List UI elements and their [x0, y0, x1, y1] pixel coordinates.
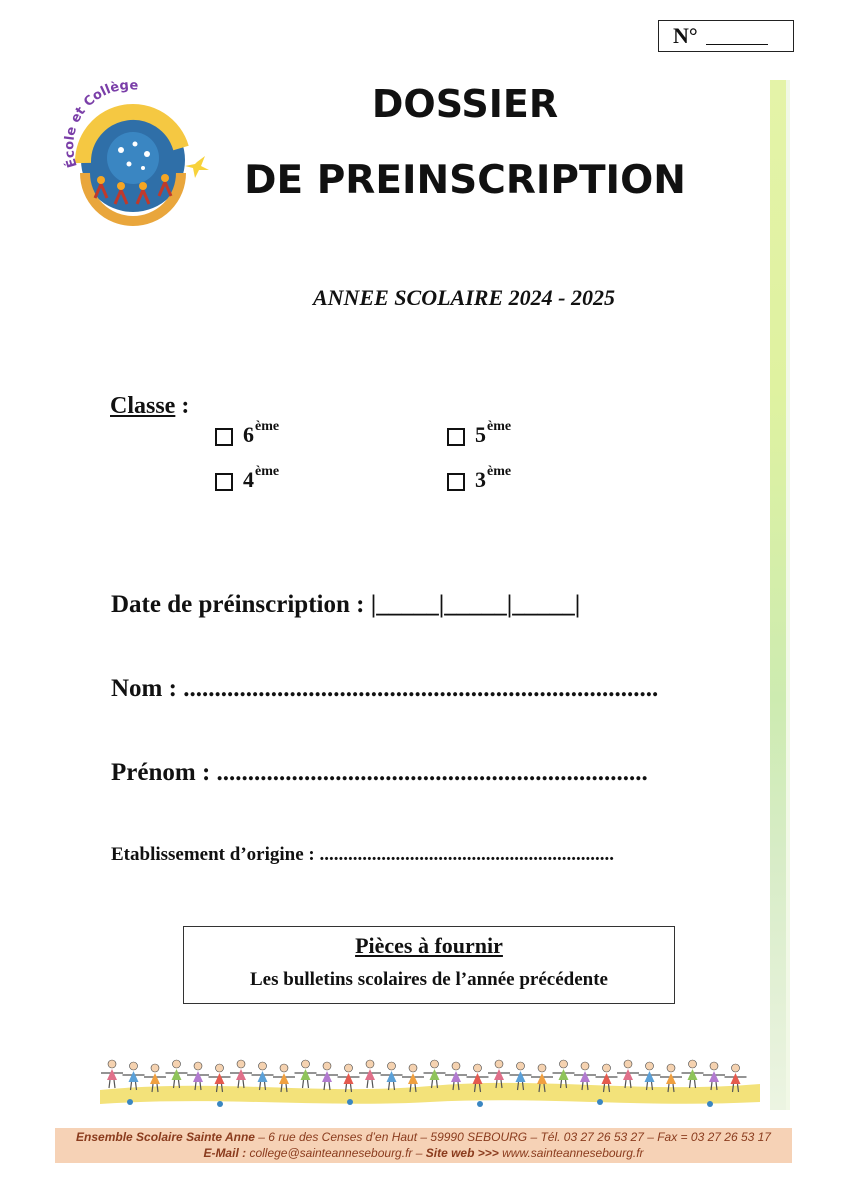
footer-email[interactable]: college@sainteannesebourg.fr –: [246, 1146, 426, 1160]
children-illustration: [100, 1050, 760, 1110]
file-number-blank: [706, 28, 768, 45]
child-body: [129, 1071, 139, 1082]
child-body: [279, 1073, 289, 1084]
child-body: [430, 1069, 440, 1080]
checkbox-4eme[interactable]: [215, 473, 233, 491]
ground-band: [100, 1083, 760, 1104]
child-body: [559, 1069, 569, 1080]
child-legs: [109, 1080, 115, 1088]
checkbox-3eme[interactable]: [447, 473, 465, 491]
child-body: [731, 1073, 741, 1084]
classe-option-6[interactable]: [215, 419, 280, 448]
footer-email-label: E-Mail :: [203, 1146, 247, 1160]
classe-option-5-num: 5: [475, 422, 486, 447]
child-body: [537, 1073, 547, 1084]
classe-label: Classe: [110, 393, 176, 419]
child-head: [560, 1060, 568, 1068]
child-body: [215, 1073, 225, 1084]
child-head: [388, 1062, 396, 1070]
nom-field[interactable]: [111, 675, 658, 703]
footer-site[interactable]: www.sainteannesebourg.fr: [498, 1146, 644, 1160]
child-body: [301, 1069, 311, 1080]
classe-option-3-sup: ème: [487, 464, 512, 479]
nom-label: Nom :: [111, 675, 177, 702]
children-illustration-graphic: [100, 1050, 760, 1110]
child-head: [689, 1060, 697, 1068]
school-logo-graphic: [55, 78, 215, 228]
child-head: [495, 1060, 503, 1068]
child-head: [259, 1062, 267, 1070]
side-decoration-bar-edge: [786, 80, 790, 1110]
child-body: [623, 1069, 633, 1080]
etablissement-label: Etablissement d’origine :: [111, 844, 315, 865]
child-head: [173, 1060, 181, 1068]
child-body: [516, 1071, 526, 1082]
file-number-label: N°: [673, 23, 698, 48]
child-body: [322, 1071, 332, 1082]
footer-line-1: [55, 1129, 792, 1145]
date-input-template[interactable]: |_____|_____|_____|: [370, 591, 581, 618]
prenom-field[interactable]: [111, 759, 648, 787]
child-head: [538, 1064, 546, 1072]
child-body: [193, 1071, 203, 1082]
prenom-label: Prénom :: [111, 759, 211, 786]
child-head: [603, 1064, 611, 1072]
child-head: [194, 1062, 202, 1070]
child-head: [452, 1062, 460, 1070]
child-body: [344, 1073, 354, 1084]
child-head: [151, 1064, 159, 1072]
logo-star: [185, 156, 209, 178]
etablissement-field[interactable]: [111, 844, 614, 866]
school-logo: [55, 78, 215, 228]
child-legs: [324, 1082, 330, 1090]
footer-address: – 6 rue des Censes d’en Haut – 59990 SEBOURG – Tél. 03 27 26 53 27 – Fax = 03 27 26 53 17: [254, 1130, 771, 1144]
child-head: [280, 1064, 288, 1072]
child-head: [345, 1064, 353, 1072]
page-title-line-1: DOSSIER: [371, 82, 559, 126]
child-legs: [367, 1080, 373, 1088]
school-year: ANNEE SCOLAIRE 2024 - 2025: [313, 285, 615, 310]
child-head: [710, 1062, 718, 1070]
checkbox-5eme[interactable]: [447, 428, 465, 446]
child-body: [473, 1073, 483, 1084]
child-body: [494, 1069, 504, 1080]
classe-heading: [110, 393, 189, 420]
documents-required-text: Les bulletins scolaires de l’année précédente: [250, 969, 608, 990]
child-body: [645, 1071, 655, 1082]
child-legs: [303, 1080, 309, 1088]
child-head: [517, 1062, 525, 1070]
checkbox-6eme[interactable]: [215, 428, 233, 446]
child-head: [624, 1060, 632, 1068]
classe-option-4-num: 4: [243, 467, 254, 492]
child-head: [667, 1064, 675, 1072]
classe-option-3-num: 3: [475, 467, 486, 492]
child-head: [302, 1060, 310, 1068]
child-head: [646, 1062, 654, 1070]
child-body: [172, 1069, 182, 1080]
classe-option-6-num: 6: [243, 422, 254, 447]
classe-option-3[interactable]: [447, 464, 512, 493]
child-body: [451, 1071, 461, 1082]
classe-colon: :: [175, 393, 190, 419]
classe-option-4-sup: ème: [255, 464, 280, 479]
child-body: [709, 1071, 719, 1082]
classe-option-5[interactable]: [447, 419, 512, 448]
child-body: [107, 1069, 117, 1080]
child-body: [408, 1073, 418, 1084]
footer-school-name: Ensemble Scolaire Sainte Anne: [76, 1130, 255, 1144]
file-number-box: [658, 20, 794, 52]
child-head: [130, 1062, 138, 1070]
child-head: [108, 1060, 116, 1068]
child-head: [216, 1064, 224, 1072]
child-body: [387, 1071, 397, 1082]
child-body: [365, 1069, 375, 1080]
classe-option-6-sup: ème: [255, 419, 280, 434]
footer-site-label: Site web >>>: [425, 1146, 499, 1160]
child-body: [150, 1073, 160, 1084]
logo-inner-disc: [107, 132, 159, 184]
child-head: [323, 1062, 331, 1070]
classe-option-5-sup: ème: [487, 419, 512, 434]
child-body: [688, 1069, 698, 1080]
side-decoration-bar: [770, 80, 786, 1110]
child-head: [581, 1062, 589, 1070]
child-body: [236, 1069, 246, 1080]
documents-required-heading: Pièces à fournir: [355, 933, 503, 958]
child-head: [732, 1064, 740, 1072]
child-head: [237, 1060, 245, 1068]
child-head: [409, 1064, 417, 1072]
child-body: [258, 1071, 268, 1082]
child-body: [666, 1073, 676, 1084]
documents-required-box: [183, 926, 675, 1004]
logo-text-path: École et Collège: [62, 78, 139, 170]
footer-line-2: [55, 1145, 792, 1161]
child-body: [580, 1071, 590, 1082]
child-head: [431, 1060, 439, 1068]
etablissement-dots[interactable]: ..............................................................: [319, 844, 614, 865]
footer-contact: [55, 1128, 792, 1163]
prenom-dots[interactable]: .....................................................................: [216, 759, 648, 786]
child-head: [474, 1064, 482, 1072]
child-legs: [690, 1080, 696, 1088]
date-field[interactable]: [111, 591, 580, 619]
child-head: [366, 1060, 374, 1068]
date-label: Date de préinscription :: [111, 591, 365, 618]
child-body: [602, 1073, 612, 1084]
nom-dots[interactable]: ............................................................................: [183, 675, 659, 702]
page-title-line-2: DE PREINSCRIPTION: [244, 158, 686, 203]
classe-option-4[interactable]: [215, 464, 280, 493]
